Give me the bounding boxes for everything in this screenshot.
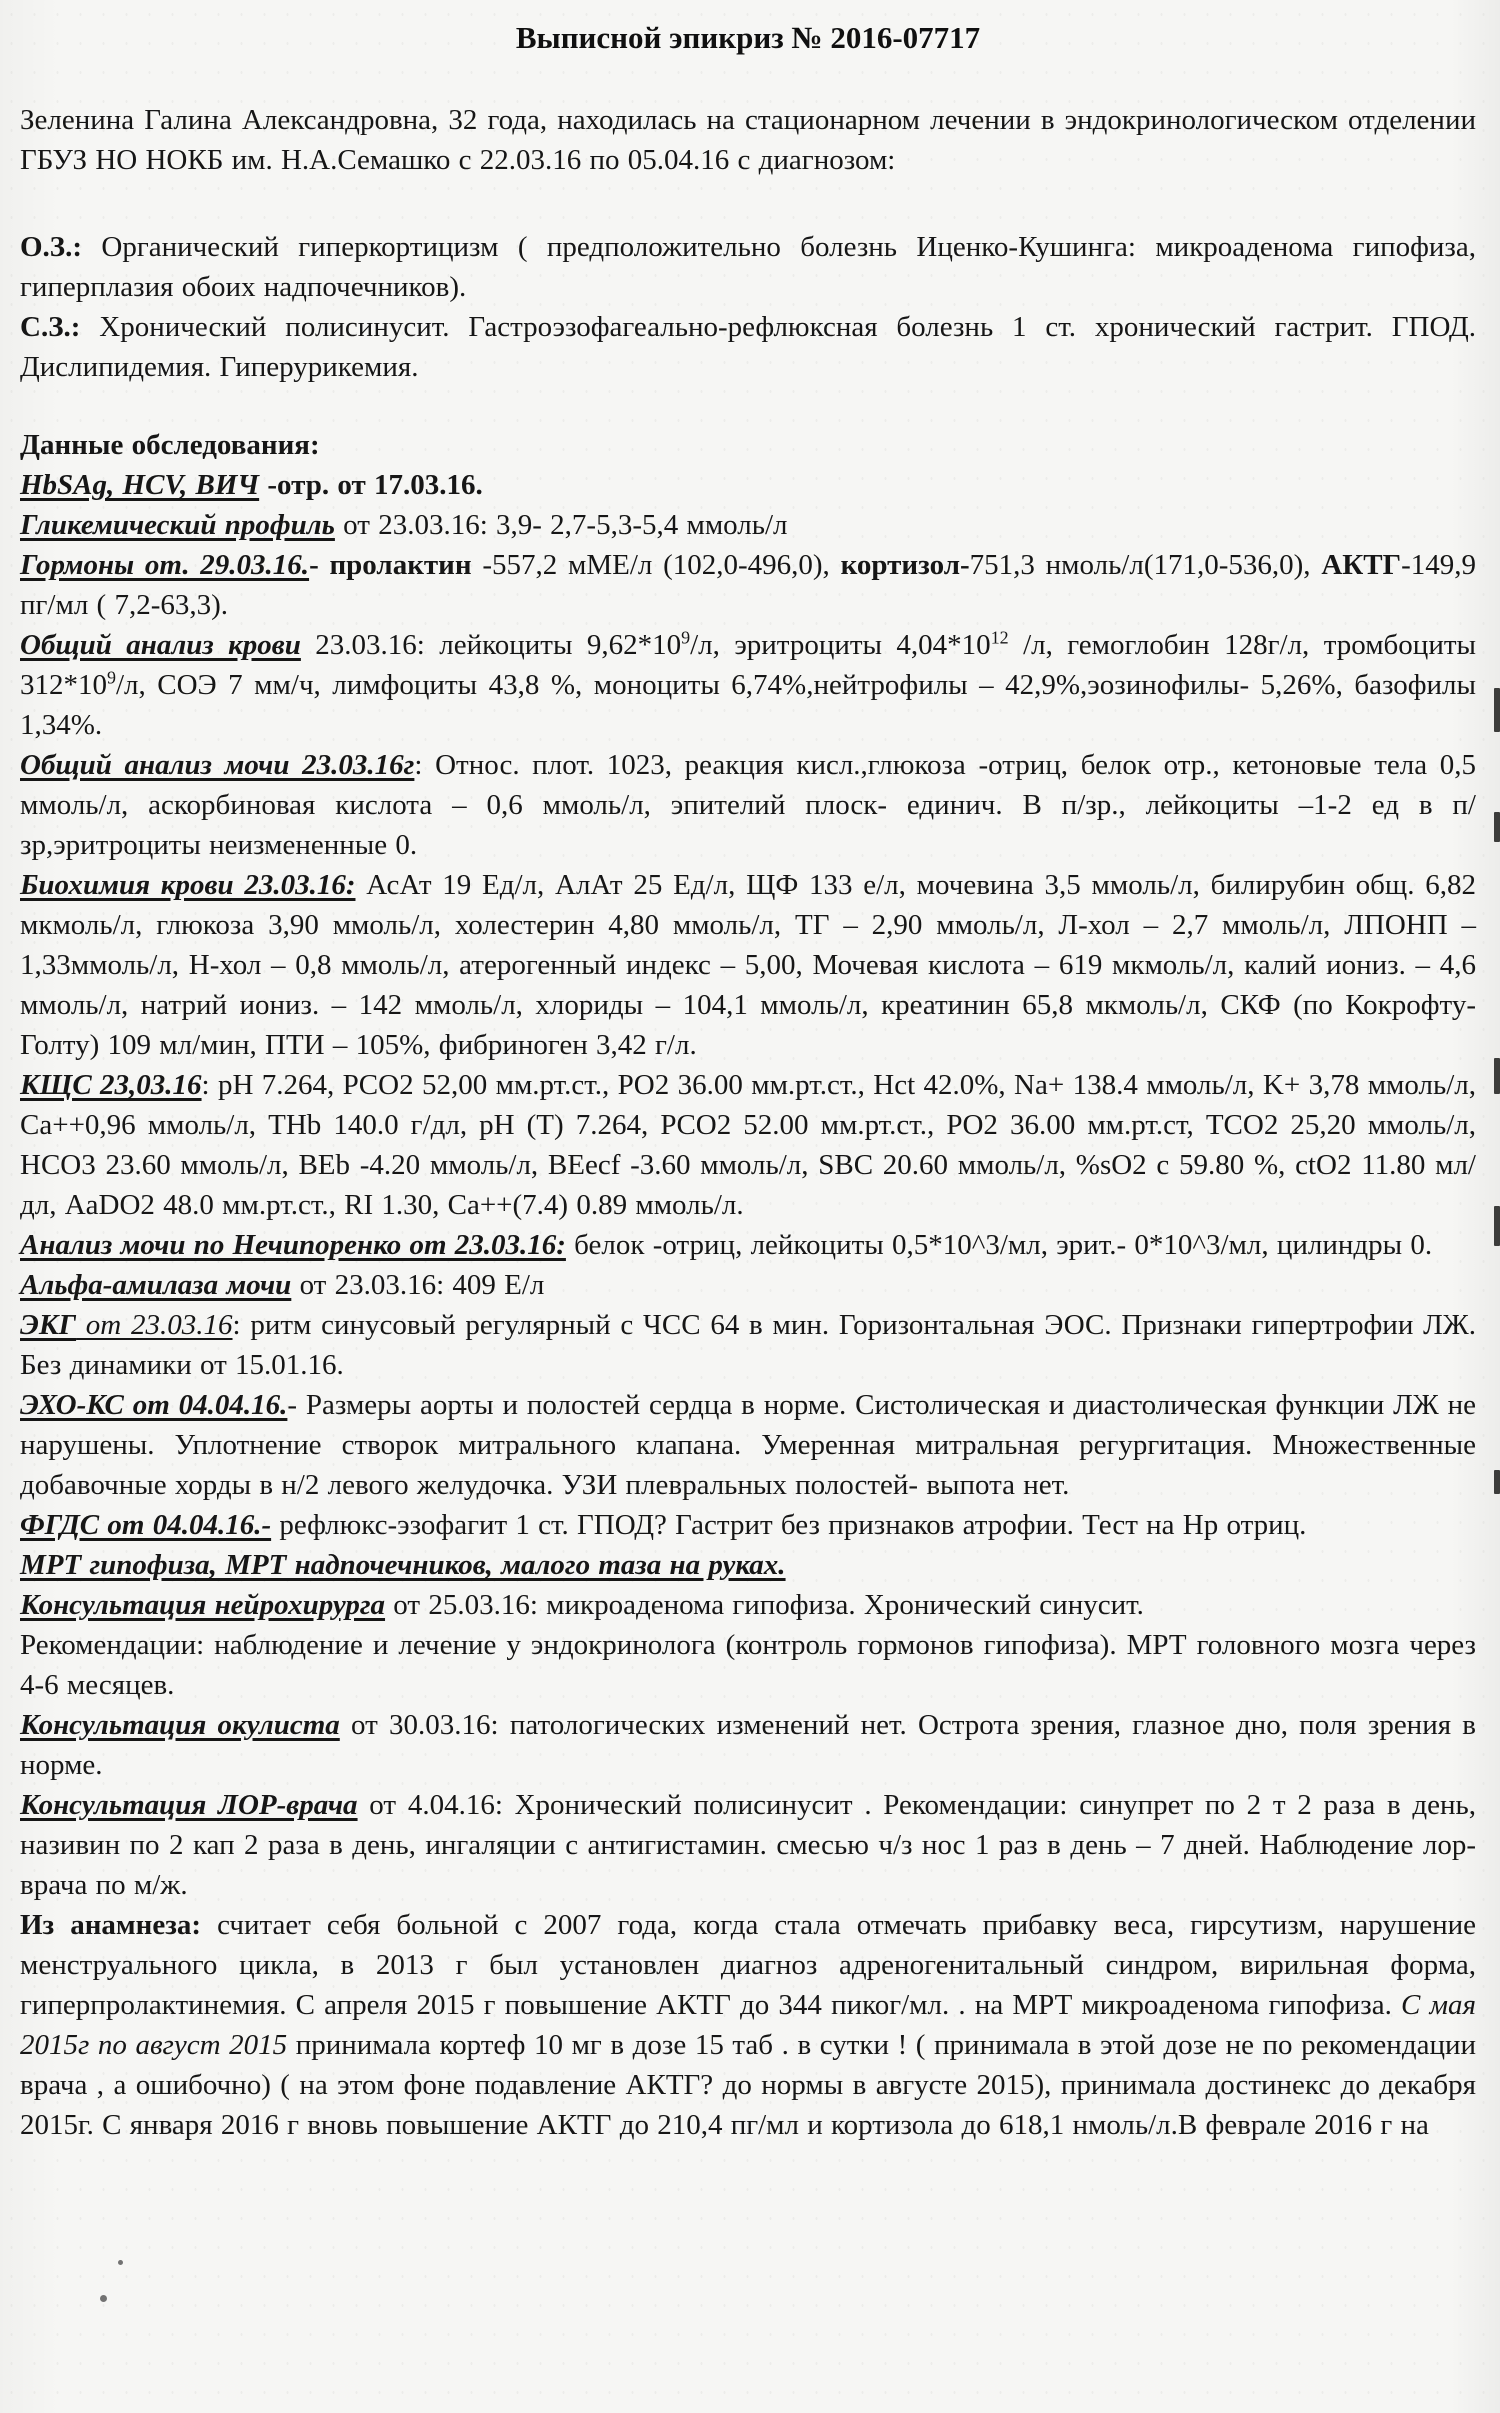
text-run: принимала кортеф 10 мг в дозе 15 таб . в сутки ! ( принимала в этой дозе не по рекомендации врача , а ошибочно) ( на этом фоне подавление АКТГ? до нормы в августе 2015), принимала достинекс до декабря 2015г. С января 2016 г вновь повышение АКТГ до 210,4 пг/мл и кортизола до 618,1 нмоль/л.В феврале 2016 г на: [20, 2029, 1476, 2141]
text-run: Гормоны от. 29.03.16.: [20, 549, 310, 581]
text-run: ЭКГ: [20, 1309, 77, 1341]
complete-blood-count: [20, 625, 1476, 745]
urinalysis: [20, 745, 1476, 865]
text-run: Анализ мочи по Нечипоренко от 23.03.16:: [20, 1229, 566, 1261]
text-run: -149,9 пг/мл ( 7,2-63,3).: [20, 549, 1476, 621]
ecg: [20, 1305, 1476, 1385]
text-run: Биохимия крови 23.03.16:: [20, 869, 356, 901]
text-run: от 23.03.16: 3,9- 2,7-5,3-5,4 ммоль/л: [334, 509, 788, 541]
patient-info: [20, 100, 1476, 180]
text-run: /л, эритроциты 4,04*10: [690, 629, 991, 661]
scan-speck: [100, 2295, 107, 2302]
text-run: : pH 7.264, PCO2 52,00 мм.рт.ст., PO2 36.00 мм.рт.ст., Hct 42.0%, Na+ 138.4 ммоль/л, K+ 3,78 ммоль/л, Ca++0,96 ммоль/л, THb 140.0 г/дл, pH (T) 7.264, PCO2 52.00 мм.рт.ст., PO2 36.00 мм.рт.ст, TCO2 25,20 ммоль/л, HCO3 23.60 ммоль/л, BEb -4.20 ммоль/л, BEecf -3.60 ммоль/л, SBC 20.60 ммоль/л, %sO2 с 59.80 %, ctO2 11.80 мл/дл, AaDO2 48.0 мм.рт.ст., RI 1.30, Ca++(7.4) 0.89 ммоль/л.: [20, 1069, 1476, 1221]
text-run: Консультация окулиста: [20, 1709, 340, 1741]
text-run: АКТГ: [1321, 549, 1402, 581]
text-run: С мая 2015г по август 2015: [20, 1989, 1476, 2061]
acid-base-status: [20, 1065, 1476, 1225]
text-run: Органический гиперкортицизм ( предположительно болезнь Иценко-Кушинга: микроаденома гипофиза, гиперплазия обоих надпочечников).: [20, 231, 1476, 303]
text-run: - пролактин: [309, 549, 483, 581]
document-body: [20, 100, 1476, 2145]
text-run: Консультация нейрохирурга: [20, 1589, 386, 1621]
text-run: рефлюкс-эзофагит 1 ст. ГПОД? Гастрит без признаков атрофии. Тест на Hp отриц.: [271, 1509, 1307, 1541]
text-run: - Размеры аорты и полостей сердца в норме. Систолическая и диастолическая функции ЛЖ не нарушены. Уплотнение створок митрального клапана. Умеренная митральная регургитация. Множественные добавочные хорды в н/2 левого желудочка. УЗИ плевральных полостей- выпота нет.: [20, 1389, 1476, 1501]
text-run: Из анамнеза:: [20, 1909, 202, 1941]
mri-note: [20, 1545, 1476, 1585]
blood-biochemistry: [20, 865, 1476, 1065]
text-run: АсАт 19 Ед/л, АлАт 25 Ед/л, ЩФ 133 е/л, мочевина 3,5 ммоль/л, билирубин общ. 6,82 мкмоль/л, глюкоза 3,90 ммоль/л, холестерин 4,80 ммоль/л, ТГ – 2,90 ммоль/л, Л-хол – 2,7 ммоль/л, ЛПОНП – 1,33ммоль/л, Н-хол – 0,8 ммоль/л, атерогенный индекс – 5,00, Мочевая кислота – 619 мкмоль/л, калий иониз. – 4,6 ммоль/л, натрий иониз. – 142 ммоль/л, хлориды – 104,1 ммоль/л, креатинин 65,8 мкмоль/л, СКФ (по Кокрофту-Голту) 109 мл/мин, ПТИ – 105%, фибриноген 3,42 г/л.: [20, 869, 1476, 1061]
scan-edge-mark: [1494, 812, 1500, 842]
fgds: [20, 1505, 1476, 1545]
text-run: /л, СОЭ 7 мм/ч, лимфоциты 43,8 %, моноциты 6,74%,нейтрофилы – 42,9%,эозинофилы- 5,26%, базофилы 1,34%.: [20, 669, 1476, 741]
echocardiography: [20, 1385, 1476, 1505]
ent-consultation: [20, 1785, 1476, 1905]
text-run: О.З.:: [20, 231, 83, 263]
alpha-amylase: [20, 1265, 1476, 1305]
anamnesis: [20, 1905, 1476, 2145]
text-run: Данные обследования:: [20, 429, 320, 461]
examination-data-header: [20, 425, 1476, 465]
scan-edge-mark: [1494, 1058, 1500, 1094]
text-run: Гликемический профиль: [20, 509, 335, 541]
text-run: кортизол-: [840, 549, 970, 581]
hormones: [20, 545, 1476, 625]
text-run: ЭХО-КС от 04.04.16.: [20, 1389, 288, 1421]
document-title: Выписной эпикриз № 2016-07717: [515, 20, 981, 55]
text-run: Общий анализ крови: [20, 629, 301, 661]
text-run: Хронический полисинусит. Гастроэзофагеально-рефлюксная болезнь 1 ст. хронический гастрит. ГПОД. Дислипидемия. Гиперурикемия.: [20, 311, 1476, 383]
text-run: Рекомендации: наблюдение и лечение у эндокринолога (контроль гормонов гипофиза). МРТ головного мозга через 4-6 месяцев.: [20, 1629, 1476, 1701]
text-run: 12: [990, 627, 1009, 648]
text-run: HbSAg, HCV, ВИЧ: [20, 469, 260, 501]
oculist-consultation: [20, 1705, 1476, 1785]
nechiporenko-urine-test: [20, 1225, 1476, 1265]
text-run: 9: [681, 627, 691, 648]
glycemic-profile: [20, 505, 1476, 545]
scan-edge-mark: [1494, 1470, 1500, 1494]
neurosurgeon-recommendations: [20, 1625, 1476, 1705]
text-run: 9: [107, 667, 116, 688]
text-run: от 23.03.16: [76, 1309, 233, 1341]
text-run: от 4.04.16: Хронический полисинусит . Рекомендации: синупрет по 2 т 2 раза в день, називин по 2 кап 2 раза в день, ингаляции с антигистамин. смесью ч/з нос 1 раз в день – 7 дней. Наблюдение лор-врача по м/ж.: [20, 1789, 1476, 1901]
text-run: Консультация ЛОР-врача: [20, 1789, 358, 1821]
text-run: 751,3 нмоль/л(171,0-536,0),: [969, 549, 1322, 581]
text-run: -557,2 мМЕ/л (102,0-496,0),: [482, 549, 841, 581]
text-run: Общий анализ мочи 23.03.16г: [20, 749, 415, 781]
text-run: считает себя больной с 2007 года, когда стала отмечать прибавку веса, гирсутизм, нарушение менструального цикла, в 2013 г был установлен диагноз адреногенитальный синдром, вирильная форма, гиперпролактинемия. С апреля 2015 г повышение АКТГ до 344 пиког/мл. . на МРТ микроаденома гипофиза.: [20, 1909, 1476, 2021]
hbsag-hcv-hiv: [20, 465, 1476, 505]
text-run: Зеленина Галина Александровна, 32 года, находилась на стационарном лечении в эндокринологическом отделении ГБУЗ НО НОКБ им. Н.А.Семашко с 22.03.16 по 05.04.16 с диагнозом:: [20, 104, 1476, 176]
text-run: 23.03.16: лейкоциты 9,62*10: [300, 629, 682, 661]
text-run: от 23.03.16: 409 Е/л: [291, 1269, 545, 1301]
diagnosis-main: [20, 227, 1476, 307]
diagnosis-concomitant: [20, 307, 1476, 387]
neurosurgeon-consultation: [20, 1585, 1476, 1625]
text-run: ФГДС от 04.04.16.-: [20, 1509, 272, 1541]
scan-edge-mark: [1494, 1206, 1500, 1246]
text-run: : ритм синусовый регулярный с ЧСС 64 в мин. Горизонтальная ЭОС. Признаки гипертрофии ЛЖ. Без динамики от 15.01.16.: [20, 1309, 1476, 1381]
text-run: от 30.03.16: патологических изменений нет. Острота зрения, глазное дно, поля зрения в норме.: [20, 1709, 1476, 1781]
text-run: : Относ. плот. 1023, реакция кисл.,глюкоза -отриц, белок отр., кетоновые тела 0,5 ммоль/л, аскорбиновая кислота – 0,6 ммоль/л, эпителий плоск- единич. В п/зр., лейкоциты –1-2 ед в п/зр,эритроциты неизмененные 0.: [20, 749, 1476, 861]
text-run: белок -отриц, лейкоциты 0,5*10^3/мл, эрит.- 0*10^3/мл, цилиндры 0.: [565, 1229, 1433, 1261]
text-run: Альфа-амилаза мочи: [20, 1269, 292, 1301]
text-run: -отр. от 17.03.16.: [259, 469, 483, 501]
text-run: от 25.03.16: микроаденома гипофиза. Хронический синусит.: [385, 1589, 1144, 1621]
text-run: С.З.:: [20, 311, 81, 343]
text-run: /л, гемоглобин 128г/л, тромбоциты 312*10: [20, 629, 1476, 701]
text-run: КЩС 23,03.16: [20, 1069, 202, 1101]
text-run: МРТ гипофиза, МРТ надпочечников, малого таза на руках.: [20, 1549, 786, 1581]
scan-speck: [118, 2260, 123, 2265]
scan-edge-mark: [1494, 688, 1500, 732]
